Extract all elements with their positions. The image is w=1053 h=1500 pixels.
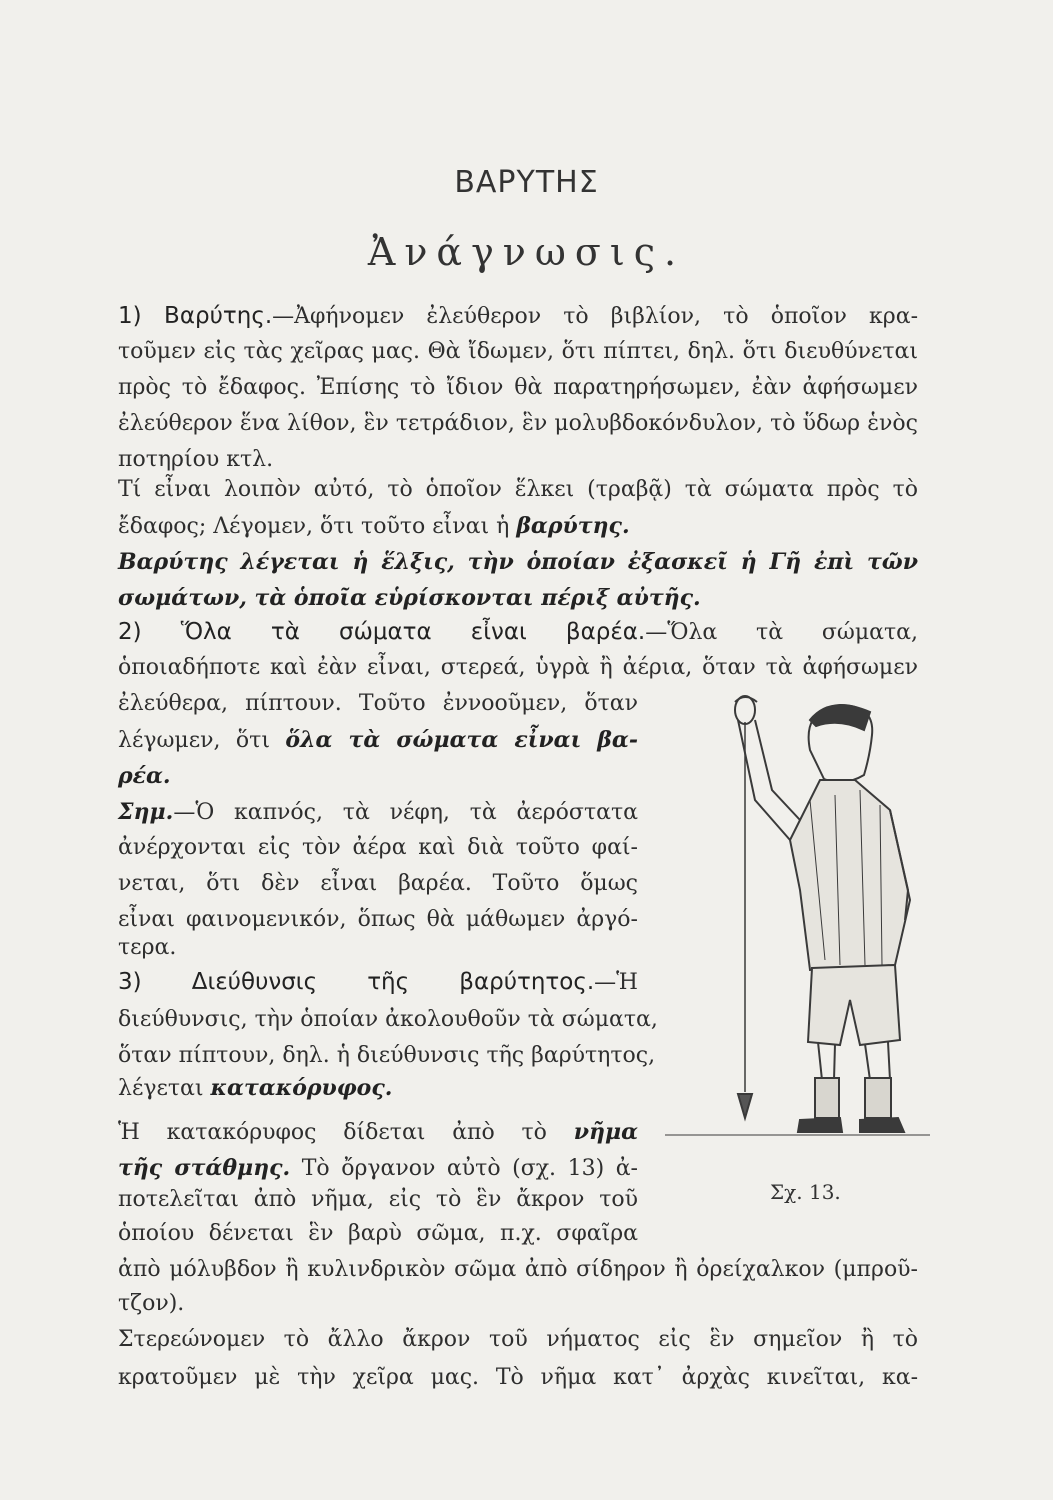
text-line: 3) Διεύθυνσις τῆς βαρύτητος.—Ἡ [118,969,638,995]
text-line: 2) Ὅλα τὰ σώματα εἶναι βαρέα.—Ὅλα τὰ σώματα, [118,619,918,645]
text-line: ὁποίου δένεται ἓν βαρὺ σῶμα, π.χ. σφαῖρα [118,1221,638,1246]
text-line: τοῦμεν εἰς τὰς χεῖρας μας. Θὰ ἴδωμεν, ὅτι πίπτει, δηλ. ὅτι διευθύνεται [118,339,918,364]
page-header: ΒΑΡΥΤΗΣ [454,165,599,200]
text-line: διεύθυνσις, τὴν ὁποίαν ἀκολουθοῦν τὰ σώματα, [118,1007,658,1032]
definition-line: Βαρύτης λέγεται ἡ ἕλξις, τὴν ὁποίαν ἐξασκεῖ ἡ Γῆ ἐπὶ τῶν [118,549,918,575]
text-line: ρέα. [118,763,171,789]
plumb-bob [738,1094,752,1118]
keyword: κατακόρυφος. [210,1075,393,1101]
text-line: ποτελεῖται ἀπὸ νῆμα, εἰς τὸ ἓν ἄκρον τοῦ [118,1187,638,1212]
text-line: λέγεται κατακόρυφος. [118,1075,393,1101]
keyword: βαρύτης. [516,513,630,539]
text-line: τερα. [118,935,177,960]
text-line: Σημ.—Ὁ καπνός, τὰ νέφη, τὰ ἀερόστατα [118,799,638,825]
text-line: πρὸς τὸ ἔδαφος. Ἐπίσης τὸ ἴδιον θὰ παρατηρήσωμεν, ἐὰν ἀφήσωμεν [118,375,918,400]
text-line: ἀπὸ μόλυβδον ἢ κυλινδρικὸν σῶμα ἀπὸ σίδηρον ἢ ὀρείχαλκον (μπροῦ- [118,1257,918,1282]
text-line: ἐλεύθερον ἕνα λίθον, ἓν τετράδιον, ἓν μολυβδοκόνδυλον, τὸ ὕδωρ ἑνὸς [118,411,918,436]
text-line: Ἡ κατακόρυφος δίδεται ἀπὸ τὸ νῆμα [118,1119,638,1145]
text-line: Στερεώνομεν τὸ ἄλλο ἄκρον τοῦ νήματος εἰς ἓν σημεῖον ἢ τὸ [118,1327,918,1352]
keyword: νῆμα [573,1119,638,1145]
text-line: ποτηρίου κτλ. [118,447,274,472]
plumb-line-illustration [660,680,940,1150]
figure-caption: Σχ. 13. [770,1180,841,1204]
text-line: ὁποιαδήποτε καὶ ἐὰν εἶναι, στερεά, ὑγρὰ ἢ ἀέρια, ὅταν τὰ ἀφήσωμεν [118,655,918,680]
text-line: Τί εἶναι λοιπὸν αὐτό, τὸ ὁποῖον ἕλκει (τραβᾷ) τὰ σώματα πρὸς τὸ [118,477,918,502]
text-line: τῆς στάθμης. Τὸ ὄργανον αὐτὸ (σχ. 13) ἀ- [118,1155,638,1181]
section-heading: 2) Ὅλα τὰ σώματα εἶναι βαρέα. [118,619,646,645]
definition-line: σωμάτων, τὰ ὁποῖα εὑρίσκονται πέριξ αὐτῆς. [118,585,701,611]
keyword: τῆς στάθμης. [118,1155,291,1181]
text-line: ὅταν πίπτουν, δηλ. ἡ διεύθυνσις τῆς βαρύτητος, [118,1043,656,1068]
text-line: 1) Βαρύτης.—Ἀφήνομεν ἐλεύθερον τὸ βιβλίον, τὸ ὁποῖον κρα- [118,303,918,329]
keyword: ὅλα τὰ σώματα εἶναι βα- [285,727,638,753]
text-line: λέγωμεν, ὅτι ὅλα τὰ σώματα εἶναι βα- [118,727,638,753]
text-line: νεται, ὅτι δὲν εἶναι βαρέα. Τοῦτο ὅμως [118,871,638,896]
section-heading: 1) Βαρύτης. [118,303,273,329]
text-line: εἶναι φαινομενικόν, ὅπως θὰ μάθωμεν ἀργό- [118,907,638,932]
text-line: ἀνέρχονται εἰς τὸν ἀέρα καὶ διὰ τοῦτο φαί- [118,835,638,860]
text-line: τζον). [118,1291,185,1316]
text-line: ἐλεύθερα, πίπτουν. Τοῦτο ἐννοοῦμεν, ὅταν [118,691,638,716]
section-heading: 3) Διεύθυνσις τῆς βαρύτητος. [118,969,595,995]
section-title: Ἀνάγνωσις. [367,230,686,274]
text-line: ἔδαφος; Λέγομεν, ὅτι τοῦτο εἶναι ἡ βαρύτης. [118,513,630,539]
text-line: κρατοῦμεν μὲ τὴν χεῖρα μας. Τὸ νῆμα κατ᾿ ἀρχὰς κινεῖται, κα- [118,1365,918,1390]
note-label: Σημ. [118,799,174,825]
